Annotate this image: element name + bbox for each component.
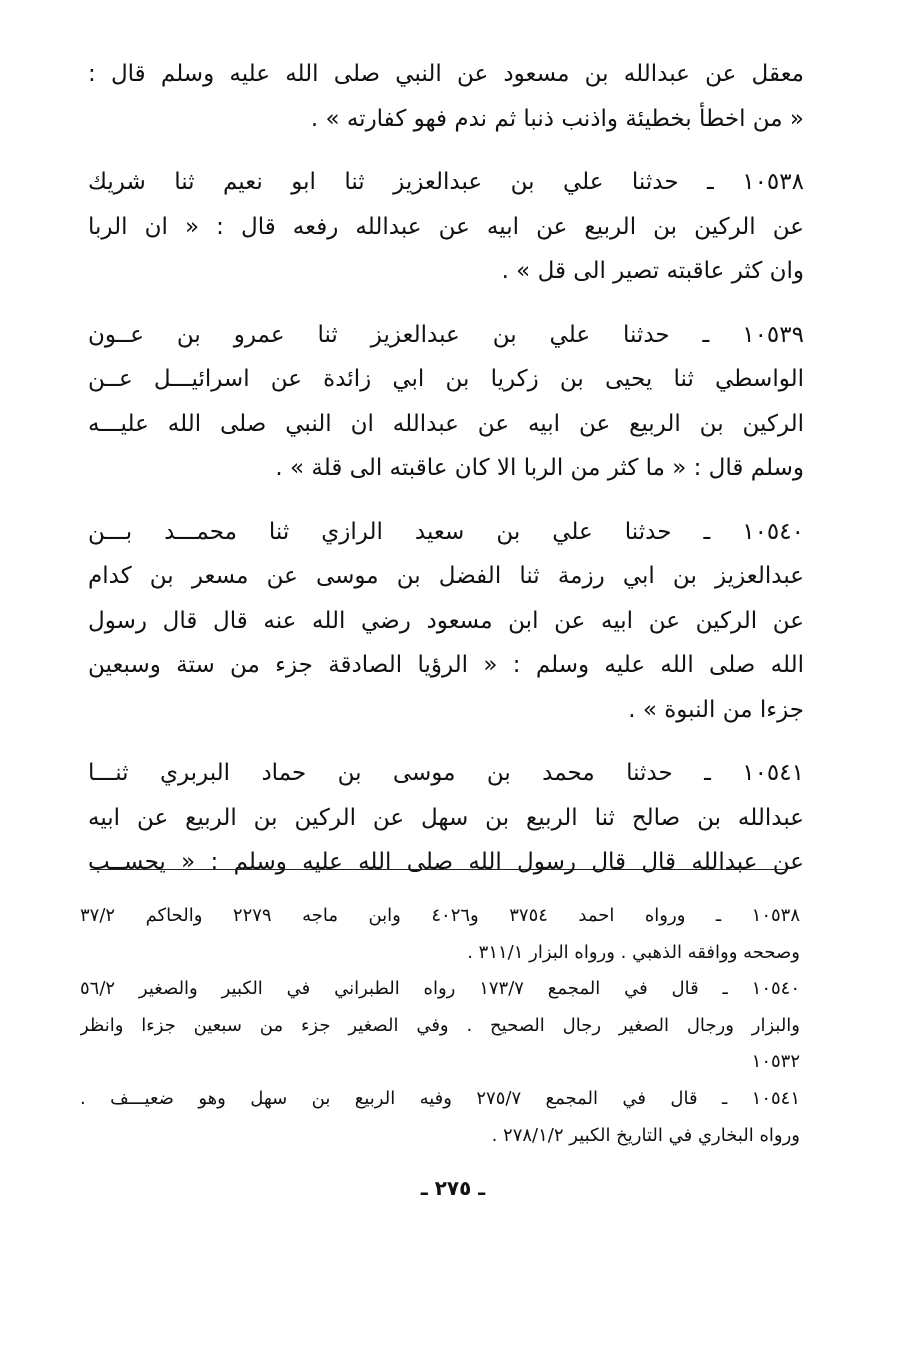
text-line: ١٠٥٣٩ ـ حدثنا علي بن عبدالعزيز ثنا عمرو بن عــون	[88, 321, 804, 348]
hadith-10538	[88, 160, 804, 294]
hadith-10540	[88, 510, 804, 733]
page-number: ـ ٢٧٥ ـ	[420, 1176, 486, 1200]
text-line: وسلم قال : « ما كثر من الربا الا كان عاقبته الى قلة » .	[275, 455, 804, 481]
footnote-10540	[80, 971, 800, 1081]
text-line: وان كثر عاقبته تصير الى قل » .	[501, 258, 804, 284]
text-line: الواسطي ثنا يحيى بن زكريا بن ابي زائدة عن اسرائيـــل عــن	[88, 366, 804, 392]
footnote-10541	[80, 1081, 800, 1154]
text-line: الله صلى الله عليه وسلم : « الرؤيا الصادقة جزء من ستة وسبعين	[88, 652, 804, 678]
footnote-divider	[90, 869, 788, 870]
text-line: عن الركين عن ابيه عن ابن مسعود رضي الله عنه قال قال رسول	[88, 607, 804, 634]
text-line: ١٠٥٤٠ ـ حدثنا علي بن سعيد الرازي ثنا محمـــد بـــن	[88, 518, 804, 545]
text-line: الركين بن الربيع عن ابيه عن عبدالله ان النبي صلى الله عليـــه	[88, 410, 804, 437]
text-line: معقل عن عبدالله بن مسعود عن النبي صلى الله عليه وسلم قال :	[88, 61, 804, 87]
footnote-line: ورواه البخاري في التاريخ الكبير ٢٧٨/١/٢ .	[491, 1124, 800, 1146]
text-line: « من اخطأ بخطيئة واذنب ذنبا ثم ندم فهو كفارته » .	[310, 105, 804, 132]
footnote-line: والبزار ورجال الصغير رجال الصحيح . وفي الصغير جزء من سبعين جزءا وانظر	[80, 1014, 800, 1036]
paragraph-continuation	[88, 52, 804, 141]
footnotes	[80, 898, 800, 1154]
footnote-line: ١٠٥٣٢	[751, 1051, 800, 1073]
text-line: عبدالعزيز بن ابي رزمة ثنا الفضل بن موسى عن مسعر بن كدام	[88, 563, 804, 589]
main-text	[88, 52, 804, 904]
text-line: ١٠٥٣٨ ـ حدثنا علي بن عبدالعزيز ثنا ابو نعيم ثنا شريك	[88, 169, 804, 195]
text-line: عن عبدالله قال قال رسول الله صلى الله عليه وسلم : « يحســب	[88, 849, 804, 875]
footnote-line: ١٠٥٣٨ ـ ورواه احمد ٣٧٥٤ و٤٠٢٦ وابن ماجه ٢٢٧٩ والحاكم ٣٧/٢	[80, 905, 800, 926]
text-line: عبدالله بن صالح ثنا الربيع بن سهل عن الركين بن الربيع عن ابيه	[88, 804, 804, 831]
text-line: ١٠٥٤١ ـ حدثنا محمد بن موسى بن حماد البربري ثنـــا	[88, 760, 804, 786]
hadith-10539	[88, 313, 804, 491]
text-line: جزءا من النبوة » .	[628, 696, 804, 723]
footnote-line: وصححه ووافقه الذهبي . ورواه البزار ٣١١/١ .	[467, 941, 800, 963]
hadith-10541	[88, 751, 804, 885]
text-line: عن الركين بن الربيع عن ابيه عن عبدالله رفعه قال : « ان الربا	[88, 213, 804, 240]
footnote-line: ١٠٥٤٠ ـ قال في المجمع ١٧٣/٧ رواه الطبراني في الكبير والصغير ٥٦/٢	[80, 978, 800, 1000]
footnote-line: ١٠٥٤١ ـ قال في المجمع ٢٧٥/٧ وفيه الربيع بن سهل وهو ضعيـــف .	[80, 1087, 800, 1109]
footnote-10538	[80, 898, 800, 971]
